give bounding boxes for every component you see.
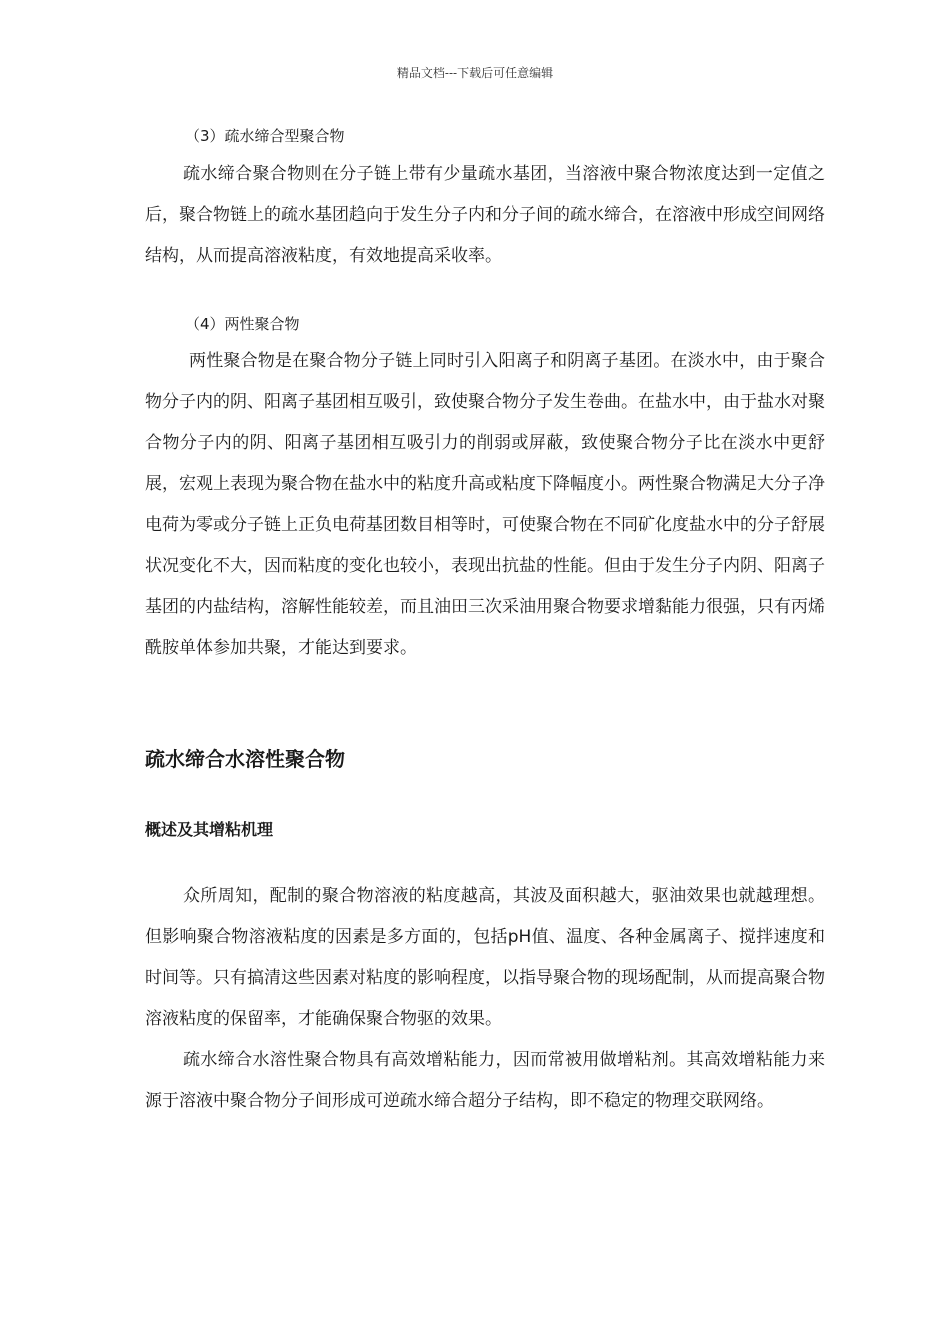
main-section-title-block [145,745,825,773]
section-4 [145,312,825,336]
main-paragraph-2: 疏水缔合水溶性聚合物具有高效增粘能力，因而常被用做增粘剂。其高效增粘能力来源于溶液中聚合物分子间形成可逆疏水缔合超分子结构，即不稳定的物理交联网络。 [145,1050,825,1111]
section-3 [145,124,825,148]
section-4-heading: （4）两性聚合物 [185,315,300,333]
section-4-body [145,341,825,669]
main-paragraph-1: 众所周知，配制的聚合物溶液的粘度越高，其波及面积越大，驱油效果也就越理想。但影响聚合物溶液粘度的因素是多方面的，包括pH值、温度、各种金属离子、搅拌速度和时间等。只有搞清这些因素对粘度的影响程度，以指导聚合物的现场配制，从而提高聚合物溶液粘度的保留率，才能确保聚合物驱的效果。 [145,886,825,1029]
page-header: 精品文档---下载后可任意编辑 [396,66,554,80]
main-section-body [145,876,825,1122]
section-3-paragraph: 疏水缔合聚合物则在分子链上带有少量疏水基团，当溶液中聚合物浓度达到一定值之后，聚合物链上的疏水基团趋向于发生分子内和分子间的疏水缔合，在溶液中形成空间网络结构，从而提高溶液粘度，有效地提高采收率。 [145,164,825,266]
section-4-paragraph: 两性聚合物是在聚合物分子链上同时引入阳离子和阴离子基团。在淡水中，由于聚合物分子内的阴、阳离子基团相互吸引，致使聚合物分子发生卷曲。在盐水中，由于盐水对聚合物分子内的阴、阳离子基团相互吸引力的削弱或屏蔽，致使聚合物分子比在淡水中更舒展，宏观上表现为聚合物在盐水中的粘度升高或粘度下降幅度小。两性聚合物满足大分子净电荷为零或分子链上正负电荷基团数目相等时，可使聚合物在不同矿化度盐水中的分子舒展状况变化不大，因而粘度的变化也较小，表现出抗盐的性能。但由于发生分子内阴、阳离子基团的内盐结构，溶解性能较差，而且油田三次采油用聚合物要求增黏能力很强，只有丙烯酰胺单体参加共聚，才能达到要求。 [145,351,825,658]
section-3-body [145,154,825,277]
main-section-title: 疏水缔合水溶性聚合物 [145,747,345,771]
section-3-heading: （3）疏水缔合型聚合物 [185,127,345,145]
main-section-subtitle: 概述及其增粘机理 [145,820,274,839]
main-section-subtitle-block [145,818,825,842]
